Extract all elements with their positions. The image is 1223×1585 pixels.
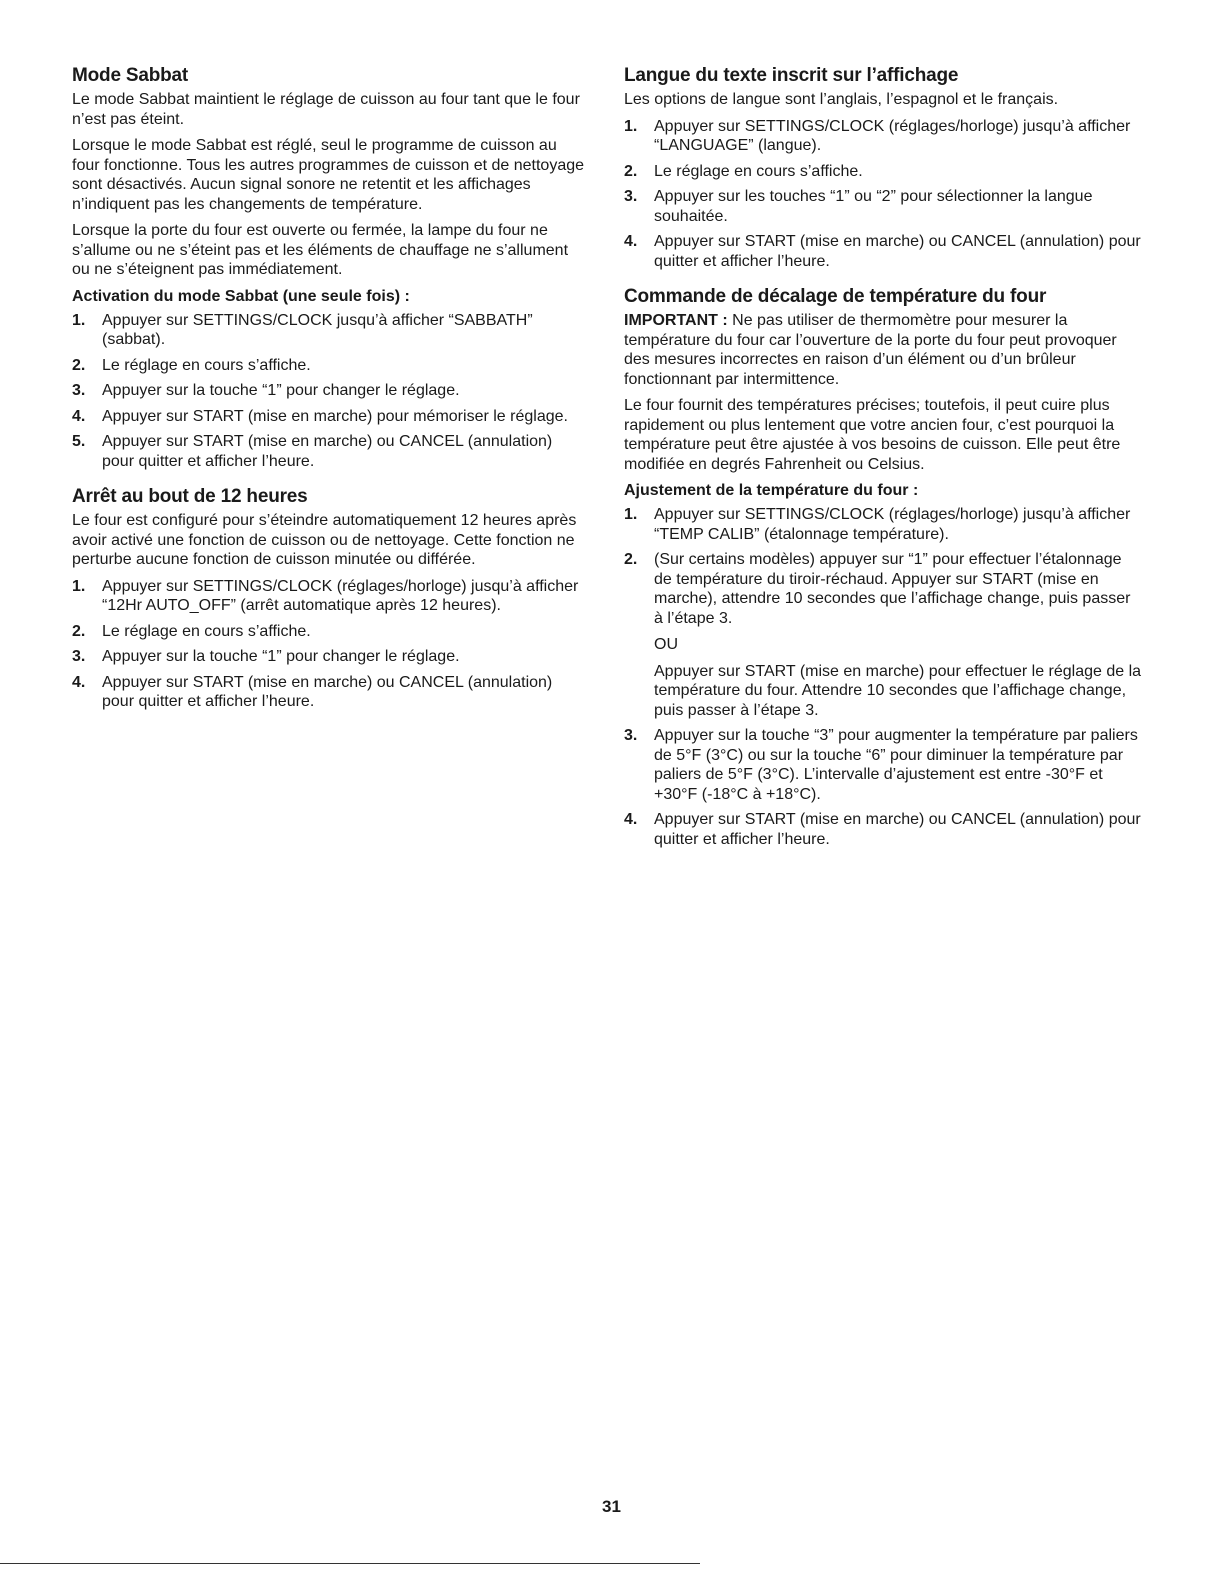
subsection-title-sabbat-activation: Activation du mode Sabbat (une seule fois) : <box>72 287 410 305</box>
section-langue <box>624 64 1142 271</box>
step-text: Appuyer sur SETTINGS/CLOCK (réglages/horloge) jusqu’à afficher “TEMP CALIB” (étalonnage température). <box>654 506 1131 543</box>
paragraph: Lorsque le mode Sabbat est réglé, seul le programme de cuisson au four fonctionne. Tous les autres programmes de cuisson et de nettoyage sont désactivés. Aucun signal sonore ne retentit et les affichages n’indiquent pas les changements de température. <box>72 137 585 213</box>
section-arret-12h <box>72 485 584 712</box>
step-number: 1. <box>624 117 638 135</box>
step-item <box>624 810 1142 849</box>
steps-list-langue <box>624 117 1142 272</box>
section-title-arret: Arrêt au bout de 12 heures <box>72 486 308 507</box>
step-number: 5. <box>72 433 86 450</box>
step-number: 4. <box>624 811 638 828</box>
step-text: Le réglage en cours s’affiche. <box>654 162 863 180</box>
important-paragraph <box>624 311 1142 389</box>
step-item <box>72 311 584 350</box>
step-alt-text: Appuyer sur START (mise en marche) pour effectuer le réglage de la température du four. Attendre 10 secondes que l’affichage change, puis passer à l’étape 3. <box>654 662 1142 719</box>
step-item <box>624 187 1142 226</box>
step-item <box>72 381 584 401</box>
right-column <box>624 64 1142 863</box>
step-number: 4. <box>72 407 86 425</box>
step-item <box>624 117 1142 156</box>
section-title-sabbat: Mode Sabbat <box>72 65 189 86</box>
steps-list-sabbat <box>72 311 584 472</box>
section-title-decalage: Commande de décalage de température du four <box>624 286 1047 307</box>
step-text: Appuyer sur la touche “3” pour augmenter la température par paliers de 5°F (3°C) ou sur la touche “6” pour diminuer la température par paliers de 5°F (3°C). L’intervalle d’ajustement est entre -30°F et +30°F (-18°C à +18°C). <box>654 727 1138 803</box>
subsection-title-ajustement: Ajustement de la température du four : <box>624 482 919 499</box>
step-number: 1. <box>72 311 86 329</box>
paragraph: Le four est configuré pour s’éteindre automatiquement 12 heures après avoir activé une fonction de cuisson ou de nettoyage. Cette fonction ne perturbe aucune fonction de cuisson minutée ou différée. <box>72 512 577 568</box>
step-number: 4. <box>72 673 86 691</box>
step-item <box>72 432 584 471</box>
step-item <box>72 622 584 642</box>
step-text: (Sur certains modèles) appuyer sur “1” pour effectuer l’étalonnage de température du tiroir-réchaud. Appuyer sur START (mise en marche), attendre 10 secondes que l’affichage change, puis passer à l’étape 3. <box>654 551 1131 627</box>
step-text: Appuyer sur les touches “1” ou “2” pour sélectionner la langue souhaitée. <box>654 188 1093 225</box>
step-number: 4. <box>624 233 638 250</box>
step-number: 2. <box>624 162 638 180</box>
step-item <box>624 232 1142 271</box>
step-item <box>624 505 1142 544</box>
step-number: 3. <box>624 188 638 205</box>
paragraph: Le four fournit des températures précises; toutefois, il peut cuire plus rapidement ou plus lentement que votre ancien four, c’est pourquoi la température peut être ajustée à vos besoins de cuisson. Elle peut être modifiée en degrés Fahrenheit ou Celsius. <box>624 397 1121 473</box>
step-number: 1. <box>624 506 638 523</box>
step-item <box>624 162 1142 182</box>
step-or-text: OU <box>654 636 678 653</box>
step-text: Appuyer sur START (mise en marche) ou CANCEL (annulation) pour quitter et afficher l’heure. <box>654 811 1141 848</box>
step-item <box>72 407 584 427</box>
step-text: Appuyer sur START (mise en marche) ou CANCEL (annulation) pour quitter et afficher l’heure. <box>654 233 1141 270</box>
paragraph: Lorsque la porte du four est ouverte ou fermée, la lampe du four ne s’allume ou ne s’éteint pas et les éléments de chauffage ne s’allument ou ne s’éteignent pas immédiatement. <box>72 222 569 278</box>
section-decalage-temperature <box>624 285 1142 849</box>
step-item <box>72 647 584 667</box>
step-item <box>72 673 584 712</box>
step-number: 3. <box>624 727 638 744</box>
step-text: Le réglage en cours s’affiche. <box>102 356 311 374</box>
step-number: 1. <box>72 577 86 595</box>
steps-list-arret <box>72 577 584 712</box>
section-sabbat <box>72 64 584 471</box>
step-item <box>624 550 1142 720</box>
important-label: IMPORTANT : <box>624 312 728 329</box>
step-text: Appuyer sur START (mise en marche) ou CANCEL (annulation) pour quitter et afficher l’heure. <box>102 673 553 710</box>
page-number: 31 <box>602 1497 621 1516</box>
step-text: Appuyer sur START (mise en marche) ou CANCEL (annulation) pour quitter et afficher l’heure. <box>102 433 553 470</box>
left-column <box>72 64 584 726</box>
bottom-rule <box>0 1563 700 1564</box>
step-text: Appuyer sur la touche “1” pour changer le réglage. <box>102 648 460 665</box>
important-text: Ne pas utiliser de thermomètre pour mesurer la température du four car l’ouverture de la porte du four peut provoquer des mesures incorrectes en raison d’un élément ou d’un brûleur fonctionnant par intermittence. <box>624 312 1117 388</box>
step-text: Appuyer sur SETTINGS/CLOCK (réglages/horloge) jusqu’à afficher “LANGUAGE” (langue). <box>654 117 1131 154</box>
step-item <box>72 577 584 616</box>
step-text: Appuyer sur SETTINGS/CLOCK (réglages/horloge) jusqu’à afficher “12Hr AUTO_OFF” (arrêt automatique après 12 heures). <box>102 577 579 614</box>
section-title-langue: Langue du texte inscrit sur l’affichage <box>624 65 959 86</box>
paragraph: Le mode Sabbat maintient le réglage de cuisson au four tant que le four n’est pas éteint. <box>72 91 580 128</box>
step-number: 3. <box>72 382 86 399</box>
step-text: Appuyer sur SETTINGS/CLOCK jusqu’à afficher “SABBATH” (sabbat). <box>102 311 533 348</box>
paragraph: Les options de langue sont l’anglais, l’espagnol et le français. <box>624 91 1059 108</box>
step-number: 2. <box>72 622 86 640</box>
steps-list-ajustement <box>624 505 1142 849</box>
step-number: 3. <box>72 648 86 665</box>
step-text: Le réglage en cours s’affiche. <box>102 622 311 640</box>
step-number: 2. <box>72 356 86 374</box>
step-item <box>624 726 1142 804</box>
step-number: 2. <box>624 551 638 568</box>
step-text: Appuyer sur START (mise en marche) pour mémoriser le réglage. <box>102 407 568 425</box>
step-item <box>72 356 584 376</box>
step-text: Appuyer sur la touche “1” pour changer le réglage. <box>102 382 460 399</box>
